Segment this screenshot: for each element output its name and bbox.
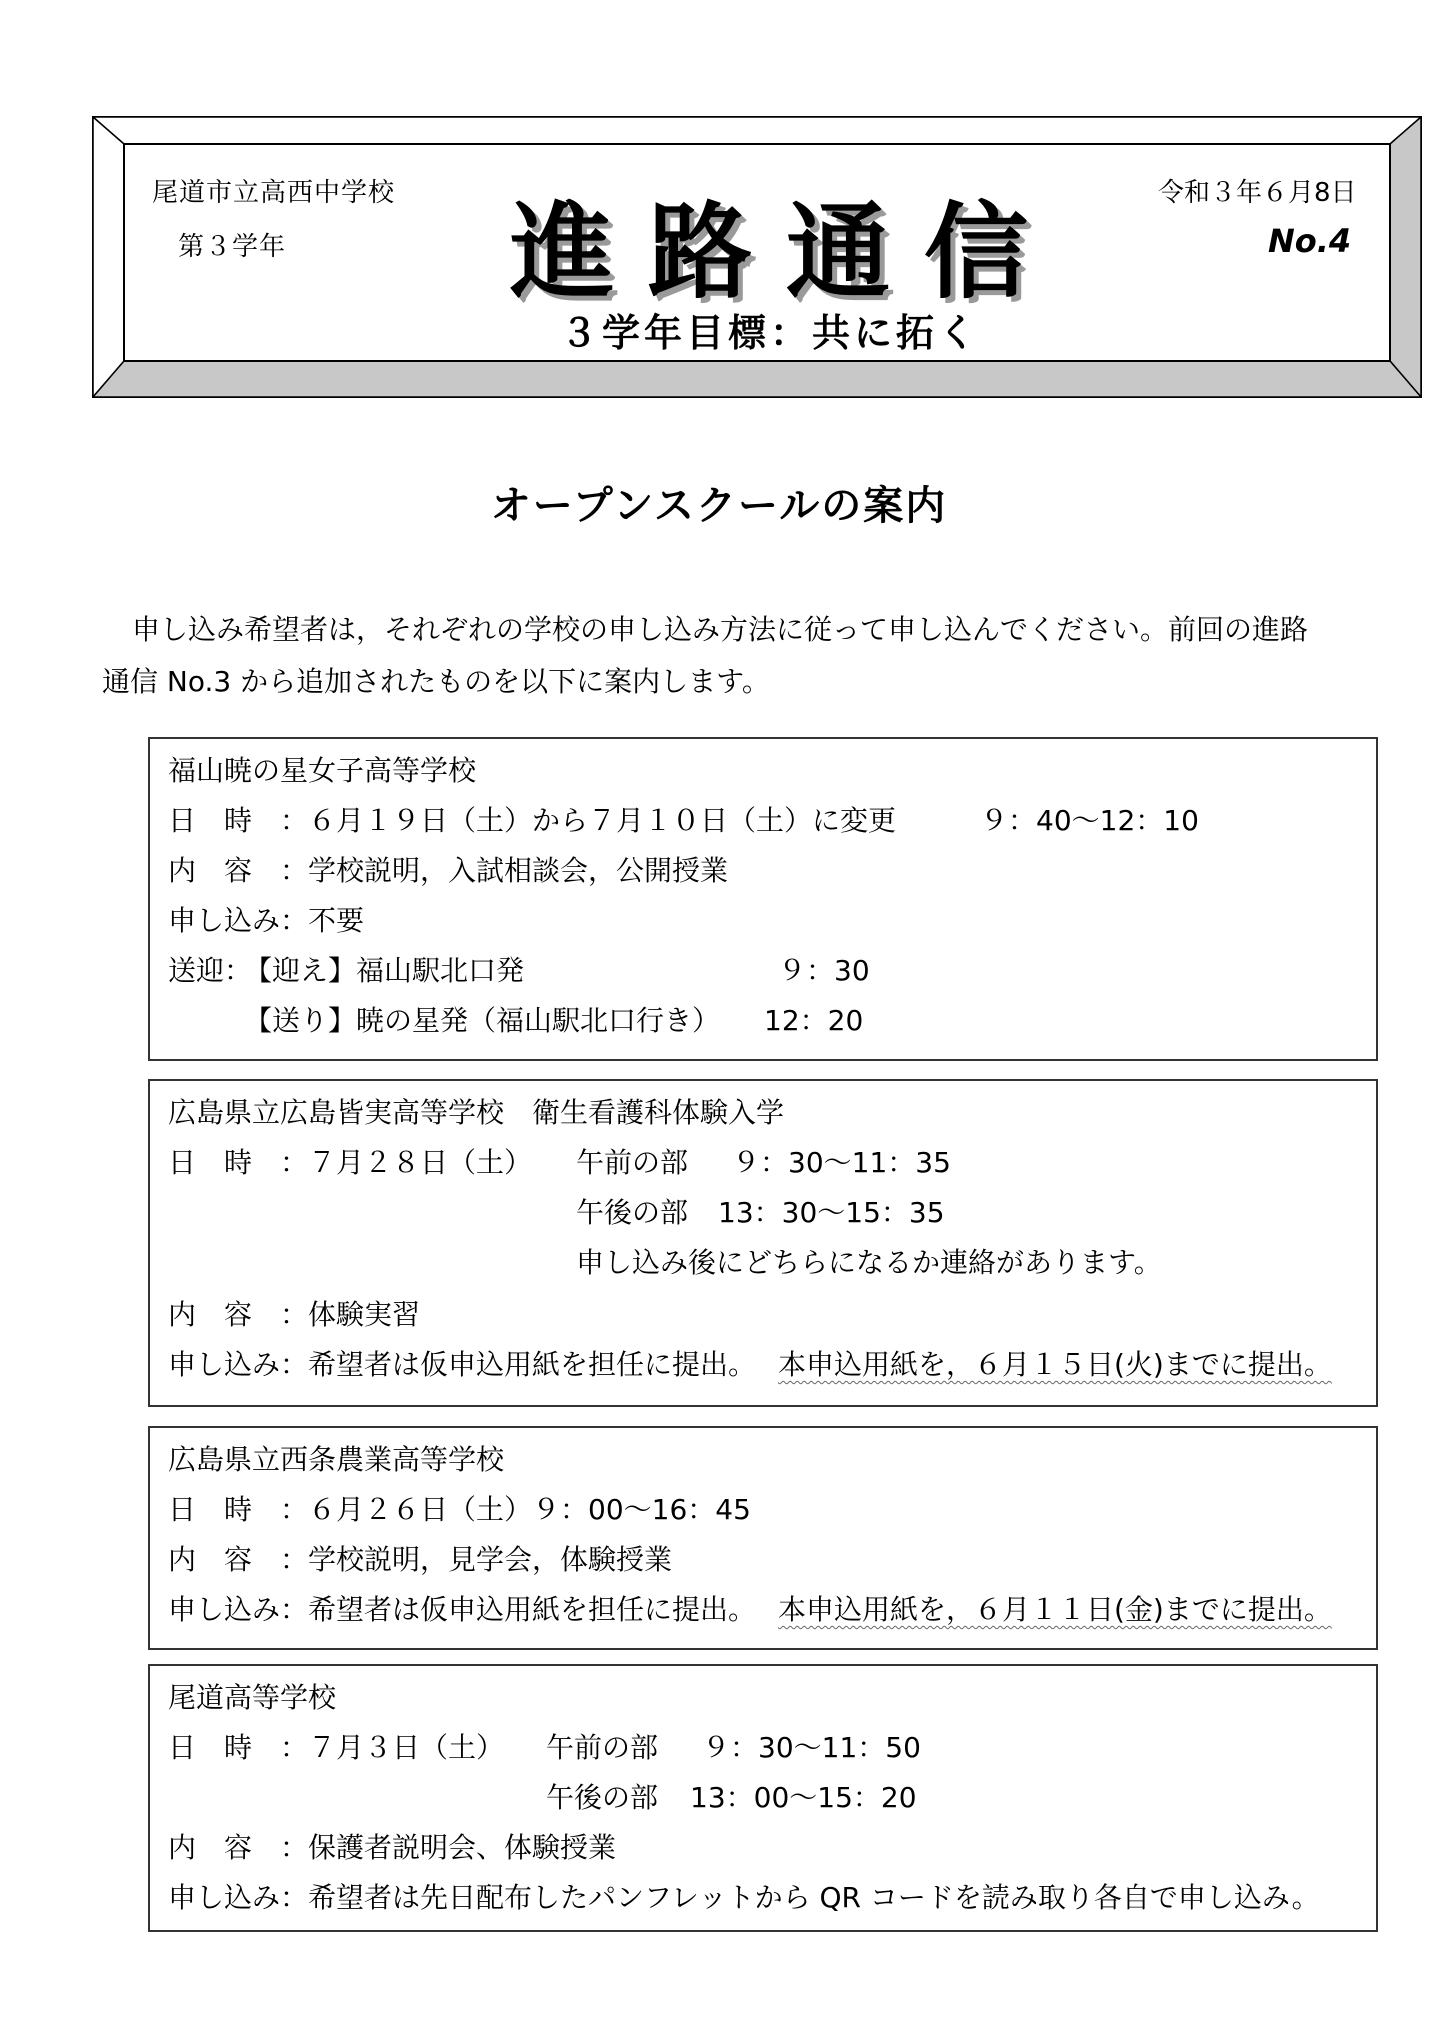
grade-goal: ３学年目標：共に拓く (560, 311, 981, 355)
school-box-saijo-nogyo (148, 1426, 1378, 1650)
pm-label: 午後の部 (546, 1781, 659, 1814)
am-time: ９：30～11：35 (732, 1146, 951, 1179)
issue-date: 令和３年６月8日 (1158, 178, 1357, 208)
pm-label: 午後の部 (576, 1196, 689, 1229)
pm-time: 13：00～15：20 (690, 1781, 917, 1814)
content-label: 内 容 (168, 854, 253, 887)
apply-value: ：希望者は仮申込用紙を担任に提出。 (280, 1593, 757, 1626)
pickup-label: 【迎え】福山駅北口発 (244, 954, 525, 987)
content-value: ：体験実習 (280, 1298, 421, 1331)
transport-label: 送迎： (168, 954, 253, 987)
apply-value: ：不要 (280, 904, 365, 937)
pm-time: 13：30～15：35 (718, 1196, 945, 1229)
apply-label: 申し込み (168, 904, 281, 937)
newsletter-title: 進路通信 (510, 191, 1063, 313)
apply-label: 申し込み (168, 1348, 281, 1381)
am-time: ９：30～11：50 (702, 1731, 921, 1764)
content-value: ：学校説明，見学会，体験授業 (280, 1543, 673, 1576)
content-label: 内 容 (168, 1831, 253, 1864)
content-label: 内 容 (168, 1298, 253, 1331)
content-value: ：保護者説明会、体験授業 (280, 1831, 617, 1864)
date-time: ９：40～12：10 (980, 804, 1199, 837)
school-box-fukuyama-akenohoshi (148, 737, 1378, 1061)
date-value: ：７月３日（土） (280, 1731, 505, 1764)
date-label: 日 時 (168, 804, 253, 837)
schedule-note: 申し込み後にどちらになるか連絡があります。 (576, 1246, 1162, 1279)
date-label: 日 時 (168, 1731, 253, 1764)
am-label: 午前の部 (546, 1731, 659, 1764)
dropoff-time: 12：20 (764, 1004, 864, 1037)
date-value: ：６月１９日（土）から７月１０日（土）に変更 (280, 804, 897, 837)
dropoff-label: 【送り】暁の星発（福山駅北口行き） (244, 1004, 721, 1037)
content-value: ：学校説明，入試相談会，公開授業 (280, 854, 729, 887)
date-label: 日 時 (168, 1146, 253, 1179)
school-box-onomichi (148, 1664, 1378, 1932)
apply-value: ：希望者は先日配布したパンフレットから QR コードを読み取り各自で申し込み。 (280, 1881, 1320, 1914)
grade-label: 第３学年 (178, 232, 287, 262)
issue-number: No.4 (1268, 222, 1352, 260)
content-label: 内 容 (168, 1543, 253, 1576)
school-box-hiroshima-minami (148, 1079, 1378, 1407)
date-label: 日 時 (168, 1493, 253, 1526)
intro-line-2: 通信 No.3 から追加されたものを以下に案内します。 (102, 665, 770, 698)
pickup-time: ９：30 (778, 954, 870, 987)
am-label: 午前の部 (576, 1146, 689, 1179)
school-name: 尾道市立高西中学校 (152, 178, 396, 208)
apply-deadline: 本申込用紙を，６月１５日(火)までに提出。 (778, 1348, 1332, 1381)
school-name: 福山暁の星女子高等学校 (168, 754, 477, 787)
apply-deadline: 本申込用紙を，６月１１日(金)までに提出。 (778, 1593, 1332, 1626)
school-name: 尾道高等学校 (168, 1681, 337, 1714)
date-value: ：６月２６日（土）９：00～16：45 (280, 1493, 751, 1526)
apply-label: 申し込み (168, 1881, 281, 1914)
school-name: 広島県立広島皆実高等学校 衛生看護科体験入学 (168, 1096, 785, 1129)
section-title: オープンスクールの案内 (490, 483, 948, 529)
apply-label: 申し込み (168, 1593, 281, 1626)
intro-line-1: 申し込み希望者は，それぞれの学校の申し込み方法に従って申し込んでください。前回の進路 (132, 613, 1309, 646)
intro-paragraph (102, 604, 1412, 708)
school-name: 広島県立西条農業高等学校 (168, 1443, 505, 1476)
date-value: ：７月２８日（土） (280, 1146, 533, 1179)
apply-value: ：希望者は仮申込用紙を担任に提出。 (280, 1348, 757, 1381)
